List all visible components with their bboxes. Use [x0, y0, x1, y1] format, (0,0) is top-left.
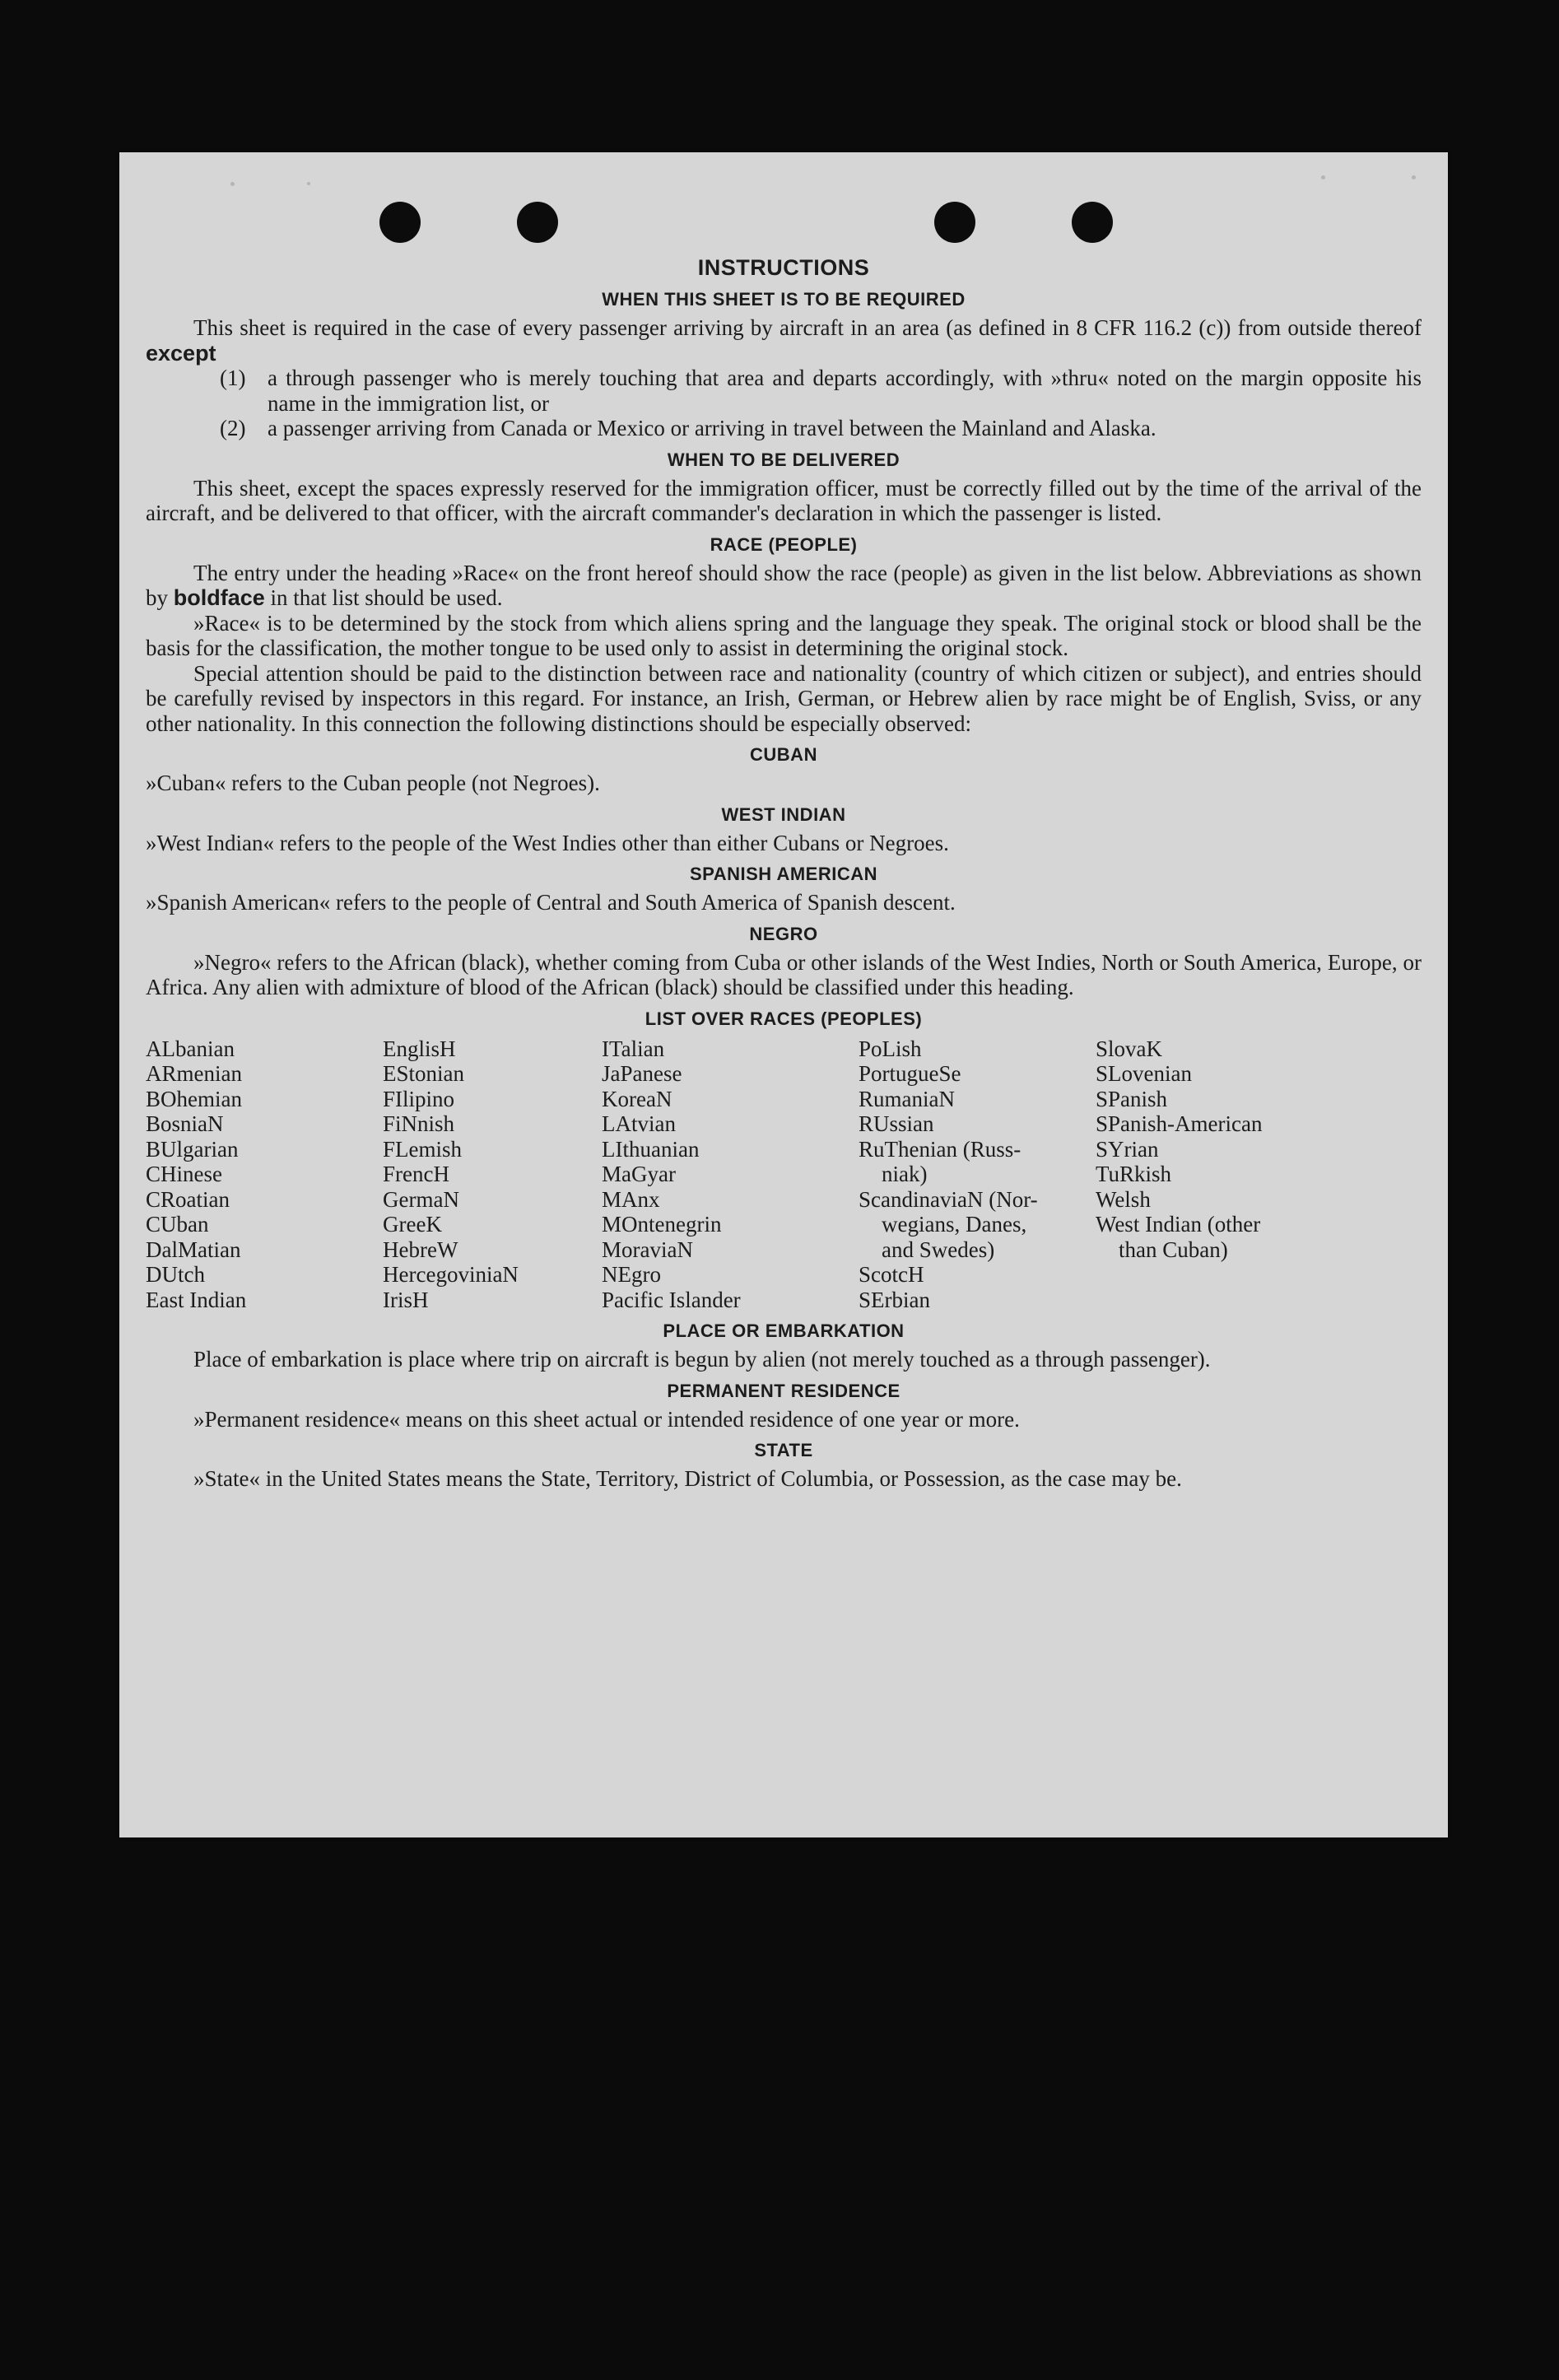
section-heading-race: RACE (PEOPLE)	[710, 533, 858, 555]
item-number: (2)	[220, 416, 246, 440]
punch-hole	[1072, 202, 1113, 243]
spanish-american-definition: »Spanish American« refers to the people of Central and South America of Spanish descent.	[146, 890, 956, 915]
race-paragraph-3: Special attention should be paid to the distinction between race and nationality (country of which citizen or subject), and entries should be carefully revised by inspectors in this regard. For instance, an Irish, German, or Hebrew alien by race might be of English, Sviss, or any other nationality. In this connection the following distinctions should be especially observed:	[146, 660, 1422, 736]
boldface-word: boldface	[173, 585, 265, 610]
race-entry: Welsh	[1096, 1186, 1151, 1212]
race-entry: Pacific Islander	[602, 1287, 741, 1312]
race-entry: CRoatian	[146, 1186, 230, 1212]
race-entry: RumaniaN	[859, 1086, 955, 1111]
section-heading-cuban: CUBAN	[750, 744, 817, 765]
cuban-definition: »Cuban« refers to the Cuban people (not Negroes).	[146, 771, 600, 795]
race-entry: GreeK	[383, 1212, 442, 1237]
race-entry: West Indian (other	[1096, 1212, 1261, 1237]
item-text: a through passenger who is merely touching that area and departs accordingly, with »thru« noted on the margin opposite his name in the immigration list, or	[268, 366, 1422, 416]
race-entry: BosniaN	[146, 1111, 224, 1136]
race-entry: ITalian	[602, 1036, 665, 1061]
race-entry: PoLish	[859, 1036, 922, 1061]
race-entry: MoraviaN	[602, 1237, 693, 1262]
section-heading-residence: PERMANENT RESIDENCE	[667, 1380, 900, 1401]
races-column	[602, 1036, 859, 1313]
race-entry: NEgro	[602, 1262, 661, 1287]
negro-definition: »Negro« refers to the African (black), whether coming from Cuba or other islands of the West Indies, North or South America, Europe, or Africa. Any alien with admixture of blood of the African (black) should be classified under this heading.	[146, 949, 1422, 999]
race-entry: PortugueSe	[859, 1061, 961, 1086]
state-definition: »State« in the United States means the State, Territory, District of Columbia, or Possession, as the case may be.	[193, 1466, 1182, 1491]
section-heading-embarkation: PLACE OR EMBARKATION	[663, 1320, 905, 1341]
race-entry: MaGyar	[602, 1162, 676, 1186]
residence-definition: »Permanent residence« means on this sheet actual or intended residence of one year or more.	[193, 1406, 1020, 1432]
section-heading-races-list: LIST OVER RACES (PEOPLES)	[645, 1008, 923, 1029]
race-paragraph-2: »Race« is to be determined by the stock from which aliens spring and the language they speak. The original stock or blood shall be the basis for the classification, the mother tongue to be used only to assist in determining the original stock.	[146, 610, 1422, 660]
document-sheet	[119, 152, 1448, 1837]
race-entry: LAtvian	[602, 1111, 676, 1136]
race-entry-continuation: than Cuban)	[1119, 1237, 1228, 1262]
race-entry: HercegoviniaN	[383, 1262, 519, 1287]
race-entry: ARmenian	[146, 1061, 242, 1086]
race-paragraph-1	[146, 561, 1422, 611]
race-entry: FrencH	[383, 1162, 449, 1186]
section-heading-negro: NEGRO	[749, 923, 818, 944]
race-entry: RuThenian (Russ-	[859, 1136, 1021, 1162]
race-entry: MOntenegrin	[602, 1212, 722, 1237]
except-bold: except	[146, 340, 216, 366]
punch-hole	[379, 202, 421, 243]
races-column	[146, 1036, 383, 1313]
race-entry: FiNnish	[383, 1111, 455, 1136]
race-entry: EStonian	[383, 1061, 464, 1086]
race-entry: SErbian	[859, 1287, 930, 1312]
races-column	[859, 1036, 1096, 1313]
section-heading-required: WHEN THIS SHEET IS TO BE REQUIRED	[602, 289, 966, 310]
race-entry: SPanish-American	[1096, 1111, 1263, 1136]
race-entry: GermaN	[383, 1186, 459, 1212]
race-entry: JaPanese	[602, 1061, 682, 1086]
race-entry: ScandinaviaN (Nor-	[859, 1186, 1038, 1212]
required-paragraph	[146, 315, 1422, 366]
races-column	[1096, 1036, 1422, 1313]
race-entry: MAnx	[602, 1186, 660, 1212]
race-entry: KoreaN	[602, 1086, 672, 1111]
race-entry: IrisH	[383, 1287, 429, 1312]
race-text-b: in that list should be used.	[270, 585, 503, 610]
races-list	[146, 1036, 1422, 1313]
races-column	[383, 1036, 602, 1313]
document-content	[146, 255, 1422, 1492]
section-heading-west-indian: WEST INDIAN	[721, 803, 846, 825]
item-number: (1)	[220, 366, 246, 390]
race-entry: RUssian	[859, 1111, 934, 1136]
race-entry: East Indian	[146, 1287, 247, 1312]
race-entry: DalMatian	[146, 1237, 241, 1262]
dust-speck	[1412, 175, 1416, 179]
west-indian-definition: »West Indian« refers to the people of the West Indies other than either Cubans or Negroes.	[146, 830, 949, 855]
item-text: a passenger arriving from Canada or Mexico or arriving in travel between the Mainland and Alaska.	[268, 416, 1156, 440]
race-entry: SLovenian	[1096, 1061, 1192, 1086]
race-entry: BOhemian	[146, 1086, 242, 1111]
race-entry: HebreW	[383, 1237, 458, 1262]
punch-hole	[517, 202, 558, 243]
exception-item	[220, 416, 1422, 441]
race-entry: SYrian	[1096, 1136, 1159, 1162]
dust-speck	[1321, 175, 1325, 179]
punch-hole	[934, 202, 975, 243]
race-entry: BUlgarian	[146, 1136, 239, 1162]
section-heading-spanish-american: SPANISH AMERICAN	[689, 864, 877, 884]
delivered-paragraph: This sheet, except the spaces expressly reserved for the immigration officer, must be correctly filled out by the time of the arrival of the aircraft, and be delivered to that officer, with the aircraft commander's declaration in which the passenger is listed.	[146, 475, 1422, 525]
race-entry: LIthuanian	[602, 1136, 700, 1162]
exception-item	[220, 366, 1422, 416]
race-entry: TuRkish	[1096, 1162, 1172, 1186]
race-entry: FIlipino	[383, 1086, 455, 1111]
dust-speck	[230, 182, 235, 186]
race-entry: ScotcH	[859, 1262, 924, 1287]
required-text: This sheet is required in the case of every passenger arriving by aircraft in an area (as defined in 8 CFR 116.2 (c)) from outside thereof	[193, 315, 1422, 340]
race-entry-continuation: and Swedes)	[882, 1237, 995, 1262]
race-entry: SlovaK	[1096, 1036, 1162, 1061]
embarkation-definition: Place of embarkation is place where trip on aircraft is begun by alien (not merely touched as a through passenger).	[193, 1347, 1211, 1372]
race-entry: SPanish	[1096, 1086, 1168, 1111]
race-entry: DUtch	[146, 1262, 205, 1287]
race-entry-continuation: niak)	[882, 1162, 928, 1186]
section-heading-state: STATE	[754, 1440, 813, 1460]
section-heading-delivered: WHEN TO BE DELIVERED	[667, 449, 900, 470]
race-text-a: The entry under the heading »Race« on the front hereof should show the race (people) as given in the list below. Abbreviations as shown by	[146, 560, 1422, 610]
race-entry: FLemish	[383, 1136, 463, 1162]
page-title: INSTRUCTIONS	[697, 255, 870, 280]
dust-speck	[307, 182, 310, 185]
race-entry: CUban	[146, 1212, 209, 1237]
race-entry: EnglisH	[383, 1036, 456, 1061]
race-entry: CHinese	[146, 1162, 222, 1186]
race-entry-continuation: wegians, Danes,	[882, 1212, 1027, 1237]
race-entry: ALbanian	[146, 1036, 235, 1061]
